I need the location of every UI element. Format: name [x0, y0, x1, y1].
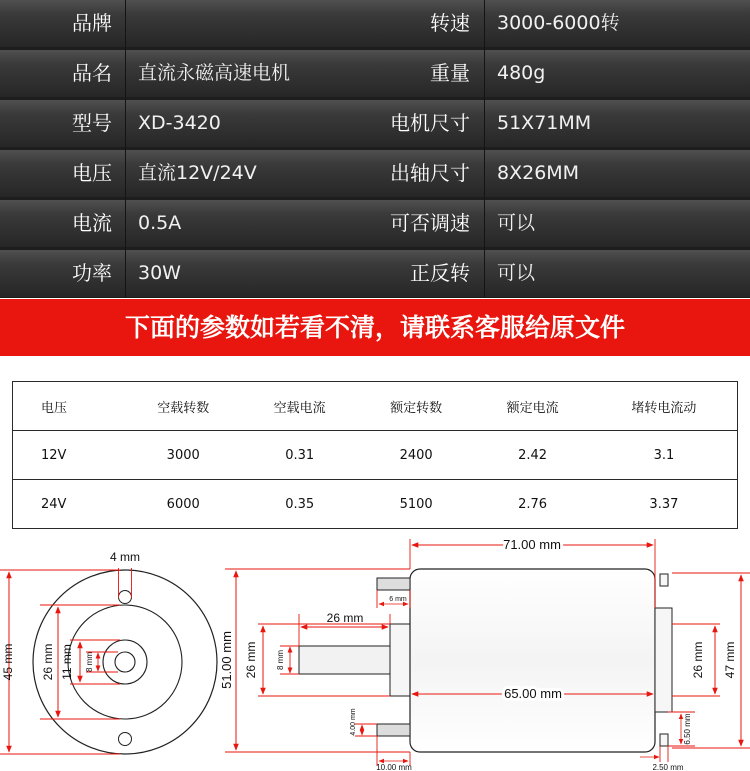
dimension-drawing [0, 536, 750, 771]
spec-label: 电压 [72, 161, 112, 185]
table-header: 额定电流 [506, 400, 559, 416]
table-row [13, 431, 738, 480]
spec-value: 可以 [497, 212, 536, 234]
spec-label: 功率 [72, 261, 112, 285]
dim-label: 4 mm [110, 550, 140, 564]
spec-label: 电机尺寸 [390, 111, 470, 135]
table-cell: 3.37 [591, 480, 738, 529]
side-view [219, 537, 750, 771]
table-cell: 6000 [125, 480, 241, 529]
spec-value: 480g [497, 62, 546, 84]
table-cell: 2400 [358, 431, 474, 480]
column-divider [125, 0, 126, 298]
front-view [0, 550, 217, 754]
spec-label: 品名 [72, 61, 112, 85]
dim-label: 4.00 mm [350, 708, 357, 736]
dim-label: 6.50 mm [683, 713, 692, 745]
spec-row [0, 0, 750, 47]
spec-value: 直流永磁高速电机 [138, 62, 291, 84]
table-cell: 2.76 [474, 480, 590, 529]
motor-body [410, 569, 655, 752]
spec-value: XD-3420 [138, 112, 221, 134]
dim-label: 8 mm [276, 650, 285, 670]
dim-label: 45 mm [1, 643, 15, 681]
spec-label: 重量 [430, 61, 470, 85]
table-header-row [13, 382, 738, 431]
performance-table [12, 381, 738, 529]
spec-label: 型号 [72, 111, 112, 135]
dim-label: 10.00 mm [376, 763, 412, 771]
spec-row [0, 100, 750, 147]
table-cell: 0.31 [241, 431, 357, 480]
mount-hole [119, 733, 132, 746]
column-divider [484, 0, 485, 298]
spec-label: 正反转 [410, 261, 470, 285]
spec-row [0, 200, 750, 247]
dim-label: 26 mm [41, 643, 55, 681]
table-cell: 2.42 [474, 431, 590, 480]
rear-nub [660, 574, 668, 586]
table-header: 额定转数 [390, 400, 443, 416]
table-header: 堵转电流动 [631, 400, 697, 416]
table-cell: 3.1 [591, 431, 738, 480]
table-header: 空载电流 [273, 400, 326, 416]
rear-nub [660, 734, 668, 746]
dim-label: 6 mm [389, 596, 407, 603]
spec-value: 3000-6000转 [497, 12, 620, 34]
terminal-tab [377, 578, 410, 590]
spec-value: 51X71MM [497, 112, 592, 134]
spec-value: 8X26MM [497, 162, 580, 184]
shaft-circle [115, 652, 135, 672]
dim-label: 2.50 mm [652, 763, 684, 771]
motor-shaft [299, 646, 390, 674]
table-row [13, 480, 738, 529]
rear-cap [655, 608, 672, 712]
dim-label: 47 mm [723, 641, 737, 679]
notice-banner: 下面的参数如若看不清，请联系客服给原文件 [0, 299, 750, 356]
dim-label: 71.00 mm [503, 537, 561, 552]
mount-hole [119, 591, 132, 604]
spec-label: 转速 [430, 11, 470, 35]
terminal-tab [377, 724, 410, 736]
spec-value: 直流12V/24V [138, 162, 257, 184]
spec-label: 出轴尺寸 [390, 161, 470, 185]
dim-label: 51.00 mm [219, 631, 234, 689]
spec-row [0, 50, 750, 97]
dim-label: 8 mm [85, 652, 94, 672]
dim-label: 11 mm [60, 644, 74, 680]
table-header: 空载转数 [157, 400, 210, 416]
dim-label: 26 mm [244, 641, 258, 679]
spec-value: 可以 [497, 262, 536, 284]
spec-row [0, 250, 750, 297]
motor-flange [390, 624, 410, 696]
spec-label: 品牌 [72, 11, 112, 35]
dim-label: 26 mm [691, 641, 705, 679]
spec-table [0, 0, 750, 298]
spec-row [0, 150, 750, 197]
spec-label: 可否调速 [390, 211, 470, 235]
table-cell: 24V [13, 480, 126, 529]
spec-value: 0.5A [138, 212, 182, 234]
spec-value: 30W [138, 262, 181, 284]
table-cell: 12V [13, 431, 126, 480]
dim-label: 26 mm [326, 611, 364, 625]
table-cell: 3000 [125, 431, 241, 480]
dim-label: 65.00 mm [504, 686, 562, 701]
table-cell: 0.35 [241, 480, 357, 529]
table-cell: 5100 [358, 480, 474, 529]
table-header: 电压 [41, 400, 68, 416]
spec-label: 电流 [72, 211, 112, 235]
